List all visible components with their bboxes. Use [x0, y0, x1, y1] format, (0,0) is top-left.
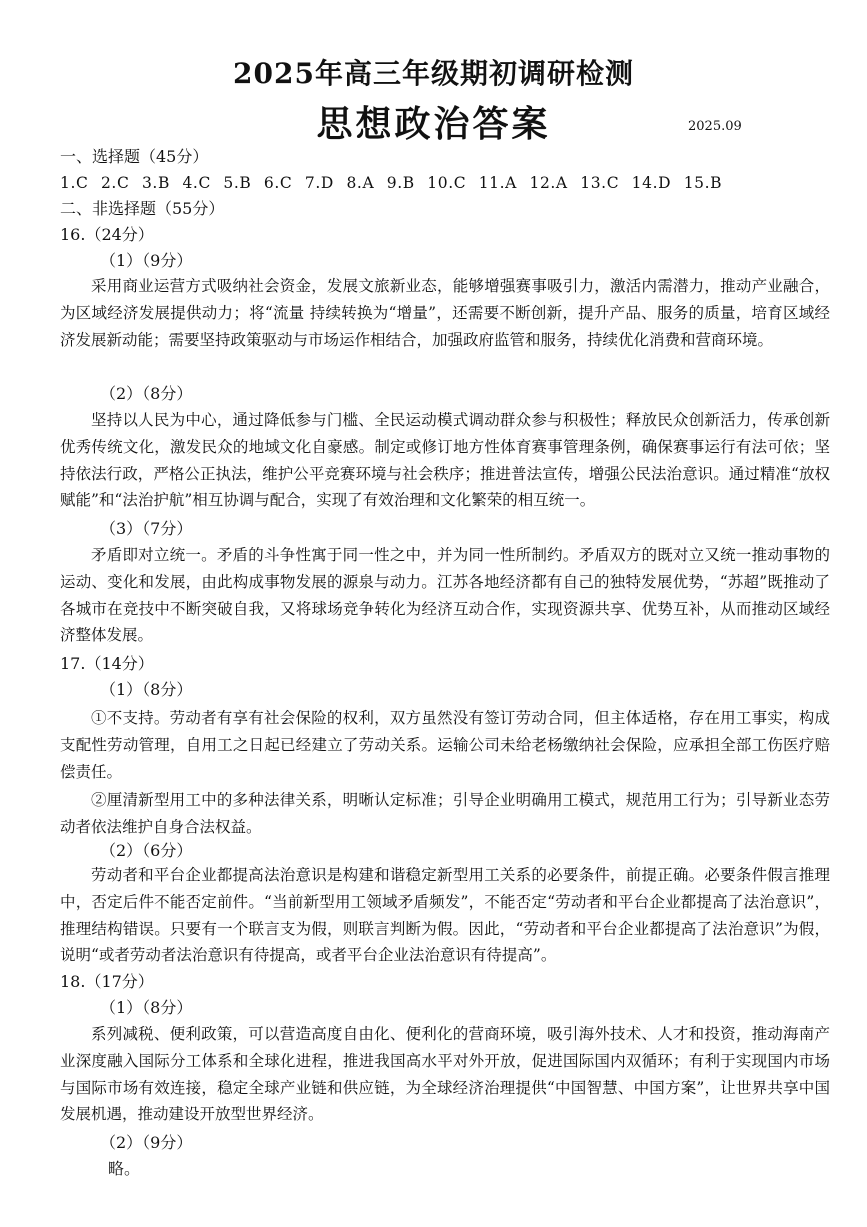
q16-part1-label: （1）（9分）: [100, 251, 193, 270]
choice-section-heading: 一、选择题（45分）: [60, 147, 209, 166]
nonchoice-section-heading: 二、非选择题（55分）: [60, 199, 225, 218]
choice-answers: 1.C 2.C 3.B 4.C 5.B 6.C 7.D 8.A 9.B 10.C 11.A 12.A 13.C 14.D 15.B: [60, 174, 723, 192]
q18-part1-label: （1）（8分）: [100, 998, 193, 1017]
q16-part3-label: （3）（7分）: [100, 519, 193, 538]
q16-part2-label: （2）（8分）: [100, 384, 193, 403]
q17-part2-label: （2）（6分）: [100, 841, 193, 860]
q16-part3-answer: 矛盾即对立统一。矛盾的斗争性寓于同一性之中，并为同一性所制约。矛盾双方的既对立又统一推动事物的运动、变化和发展，由此构成事物发展的源泉与动力。江苏各地经济都有自己的独特发展优势，“苏超”既推动了各城市在竞技中不断突破自我，又将球场竞争转化为经济互动合作，实现资源共享、优势互补，从而推动区域经济整体发展。: [60, 546, 830, 645]
q17-part1-answer-1: ①不支持。劳动者有享有社会保险的权利，双方虽然没有签订劳动合同，但主体适格，存在用工事实，构成支配性劳动管理，自用工之日起已经建立了劳动关系。运输公司未给老杨缴纳社会保险，应承担全部工伤医疗赔偿责任。: [60, 709, 830, 781]
q18-part2-answer: 略。: [108, 1159, 141, 1178]
q17-heading: 17.（14分）: [60, 654, 154, 673]
q18-heading: 18.（17分）: [60, 972, 154, 991]
q16-part2-answer: 坚持以人民为中心，通过降低参与门槛、全民运动模式调动群众参与积极性；释放民众创新活力，传承创新优秀传统文化，激发民众的地域文化自豪感。制定或修订地方性体育赛事管理条例，确保赛事运行有法可依；坚持依法行政，严格公正执法，维护公平竞赛环境与社会秩序；推进普法宣传，增强公民法治意识。通过精准“放权赋能”和“法治护航”相互协调与配合，实现了有效治理和文化繁荣的相互统一。: [60, 411, 830, 510]
q17-part2-answer: 劳动者和平台企业都提高法治意识是构建和谐稳定新型用工关系的必要条件，前提正确。必要条件假言推理中，否定后件不能否定前件。“当前新型用工领域矛盾频发”，不能否定“劳动者和平台企业都提高了法治意识”，推理结构错误。只要有一个联言支为假，则联言判断为假。因此，“劳动者和平台企业都提高了法治意识”为假，说明“或者劳动者法治意识有待提高，或者平台企业法治意识有待提高”。: [60, 866, 830, 965]
q18-part2-label: （2）（9分）: [100, 1133, 193, 1152]
exam-date: 2025.09: [688, 119, 742, 134]
answer-sheet-title: 思想政治答案: [316, 103, 551, 145]
exam-title: 2025年高三年级期初调研检测: [233, 57, 634, 90]
q17-part1-label: （1）（8分）: [100, 680, 193, 699]
q16-part1-answer: 采用商业运营方式吸纳社会资金，发展文旅新业态，能够增强赛事吸引力，激活内需潜力，推动产业融合，为区域经济发展提供动力；将“流量 持续转换为“增量”，还需要不断创新，提升产品、服务的质量，培育区域经济发展新动能；需要坚持政策驱动与市场运作相结合，加强政府监管和服务，持续优化消费和营商环境。: [60, 277, 830, 349]
q17-part1-answer-2: ②厘清新型用工中的多种法律关系，明晰认定标准；引导企业明确用工模式，规范用工行为；引导新业态劳动者依法维护自身合法权益。: [60, 791, 830, 836]
q16-heading: 16.（24分）: [60, 225, 154, 244]
q18-part1-answer: 系列减税、便利政策，可以营造高度自由化、便利化的营商环境，吸引海外技术、人才和投资，推动海南产业深度融入国际分工体系和全球化进程，推进我国高水平对外开放，促进国际国内双循环；有利于实现国内市场与国际市场有效连接，稳定全球产业链和供应链，为全球经济治理提供“中国智慧、中国方案”，让世界共享中国发展机遇，推动建设开放型世界经济。: [60, 1025, 830, 1124]
